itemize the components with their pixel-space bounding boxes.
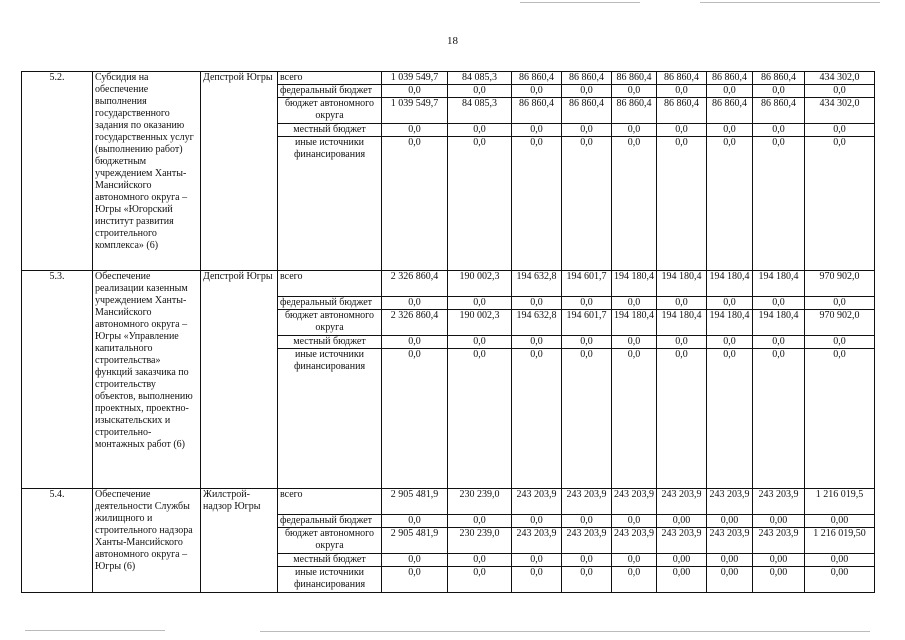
responsible-executor: Жилстрой-надзор Югры (201, 489, 278, 593)
amount-cell: 0,0 (448, 85, 512, 98)
amount-cell: 243 203,9 (657, 489, 707, 515)
scan-artifact-top (520, 2, 640, 3)
amount-cell: 0,0 (657, 137, 707, 271)
amount-cell: 0,00 (805, 567, 875, 593)
funding-source: бюджет автономного округа (278, 528, 382, 554)
amount-cell: 0,0 (562, 567, 612, 593)
amount-cell: 2 326 860,4 (382, 310, 448, 336)
funding-source: местный бюджет (278, 554, 382, 567)
amount-cell: 2 905 481,9 (382, 489, 448, 515)
amount-cell: 0,0 (805, 85, 875, 98)
amount-cell: 0,0 (512, 554, 562, 567)
scan-artifact-bottom-left (25, 630, 165, 631)
amount-cell: 0,00 (805, 554, 875, 567)
amount-cell: 0,0 (512, 297, 562, 310)
amount-cell: 0,00 (657, 554, 707, 567)
amount-cell: 243 203,9 (612, 528, 657, 554)
amount-cell: 194 180,4 (657, 271, 707, 297)
amount-cell: 194 180,4 (707, 271, 753, 297)
amount-cell: 194 632,8 (512, 310, 562, 336)
amount-cell: 194 180,4 (612, 271, 657, 297)
funding-source: федеральный бюджет (278, 85, 382, 98)
funding-source: федеральный бюджет (278, 515, 382, 528)
amount-cell: 0,0 (382, 336, 448, 349)
funding-source: иные источники финансирования (278, 567, 382, 593)
amount-cell: 0,0 (448, 554, 512, 567)
amount-cell: 243 203,9 (512, 489, 562, 515)
amount-cell: 0,00 (707, 567, 753, 593)
amount-cell: 194 180,4 (657, 310, 707, 336)
funding-source: местный бюджет (278, 124, 382, 137)
amount-cell: 0,0 (657, 85, 707, 98)
table-row (22, 489, 875, 515)
measure-name: Обеспечение реализации казенным учреждением Ханты-Мансийского автономного округа – Югры «Управление капитального строительства» функций заказчика по строительству объектов, выполнению проектных, проектно-изыскательских и строительно-монтажных работ (6) (93, 271, 201, 489)
amount-cell: 0,0 (448, 515, 512, 528)
funding-source: иные источники финансирования (278, 137, 382, 271)
amount-cell: 86 860,4 (612, 72, 657, 85)
amount-cell: 0,0 (612, 85, 657, 98)
amount-cell: 0,0 (612, 567, 657, 593)
amount-cell: 0,0 (448, 567, 512, 593)
amount-cell: 0,0 (707, 85, 753, 98)
amount-cell: 0,0 (382, 515, 448, 528)
amount-cell: 0,0 (562, 137, 612, 271)
amount-cell: 86 860,4 (707, 72, 753, 85)
amount-cell: 0,0 (382, 567, 448, 593)
amount-cell: 230 239,0 (448, 489, 512, 515)
amount-cell: 0,0 (707, 349, 753, 489)
amount-cell: 0,0 (805, 124, 875, 137)
budget-table (21, 71, 875, 593)
amount-cell: 243 203,9 (753, 489, 805, 515)
amount-cell: 0,0 (805, 336, 875, 349)
amount-cell: 0,0 (382, 349, 448, 489)
amount-cell: 0,0 (753, 124, 805, 137)
amount-cell: 84 085,3 (448, 98, 512, 124)
amount-cell: 243 203,9 (657, 528, 707, 554)
amount-cell: 1 216 019,5 (805, 489, 875, 515)
amount-cell: 0,00 (657, 515, 707, 528)
responsible-executor: Депстрой Югры (201, 271, 278, 489)
amount-cell: 1 039 549,7 (382, 72, 448, 85)
amount-cell: 194 180,4 (753, 271, 805, 297)
amount-cell: 0,00 (707, 515, 753, 528)
amount-cell: 0,0 (382, 297, 448, 310)
table-row (22, 271, 875, 297)
funding-source: всего (278, 72, 382, 85)
measure-name: Субсидия на обеспечение выполнения государственного задания по оказанию государственных услуг (выполнению работ) бюджетным учреждением Ханты-Мансийского автономного округа – Югры «Югорский институт развития строительного комплекса» (6) (93, 72, 201, 271)
amount-cell: 86 860,4 (657, 72, 707, 85)
amount-cell: 86 860,4 (512, 72, 562, 85)
amount-cell: 84 085,3 (448, 72, 512, 85)
amount-cell: 243 203,9 (562, 489, 612, 515)
amount-cell: 243 203,9 (753, 528, 805, 554)
amount-cell: 0,0 (448, 349, 512, 489)
amount-cell: 0,0 (448, 336, 512, 349)
amount-cell: 86 860,4 (753, 72, 805, 85)
funding-source: бюджет автономного округа (278, 310, 382, 336)
amount-cell: 194 180,4 (753, 310, 805, 336)
amount-cell: 0,0 (753, 349, 805, 489)
amount-cell: 243 203,9 (612, 489, 657, 515)
amount-cell: 0,0 (612, 297, 657, 310)
amount-cell: 0,0 (512, 124, 562, 137)
amount-cell: 86 860,4 (753, 98, 805, 124)
amount-cell: 243 203,9 (512, 528, 562, 554)
amount-cell: 0,0 (512, 567, 562, 593)
amount-cell: 0,0 (562, 515, 612, 528)
amount-cell: 230 239,0 (448, 528, 512, 554)
amount-cell: 0,00 (657, 567, 707, 593)
amount-cell: 0,0 (805, 137, 875, 271)
amount-cell: 243 203,9 (707, 528, 753, 554)
amount-cell: 970 902,0 (805, 271, 875, 297)
amount-cell: 190 002,3 (448, 271, 512, 297)
amount-cell: 0,00 (753, 567, 805, 593)
amount-cell: 194 180,4 (612, 310, 657, 336)
amount-cell: 0,0 (612, 124, 657, 137)
amount-cell: 0,0 (753, 137, 805, 271)
amount-cell: 0,0 (753, 85, 805, 98)
amount-cell: 0,0 (448, 137, 512, 271)
amount-cell: 1 039 549,7 (382, 98, 448, 124)
amount-cell: 0,0 (753, 297, 805, 310)
funding-source: всего (278, 271, 382, 297)
amount-cell: 86 860,4 (512, 98, 562, 124)
amount-cell: 0,0 (562, 336, 612, 349)
amount-cell: 0,0 (612, 336, 657, 349)
amount-cell: 0,0 (382, 554, 448, 567)
amount-cell: 0,0 (657, 336, 707, 349)
amount-cell: 0,0 (382, 124, 448, 137)
amount-cell: 86 860,4 (657, 98, 707, 124)
amount-cell: 0,0 (612, 554, 657, 567)
amount-cell: 86 860,4 (612, 98, 657, 124)
amount-cell: 0,0 (657, 349, 707, 489)
amount-cell: 434 302,0 (805, 72, 875, 85)
table-row (22, 72, 875, 85)
funding-source: федеральный бюджет (278, 297, 382, 310)
amount-cell: 0,0 (707, 297, 753, 310)
row-number: 5.2. (22, 72, 93, 271)
amount-cell: 0,0 (753, 336, 805, 349)
funding-source: иные источники финансирования (278, 349, 382, 489)
amount-cell: 0,0 (562, 349, 612, 489)
amount-cell: 243 203,9 (562, 528, 612, 554)
amount-cell: 0,0 (562, 297, 612, 310)
amount-cell: 0,0 (612, 137, 657, 271)
amount-cell: 0,0 (707, 137, 753, 271)
amount-cell: 0,0 (707, 336, 753, 349)
amount-cell: 0,0 (562, 554, 612, 567)
amount-cell: 0,0 (512, 336, 562, 349)
funding-source: бюджет автономного округа (278, 98, 382, 124)
amount-cell: 0,00 (707, 554, 753, 567)
amount-cell: 86 860,4 (562, 72, 612, 85)
amount-cell: 0,0 (657, 297, 707, 310)
amount-cell: 434 302,0 (805, 98, 875, 124)
funding-source: всего (278, 489, 382, 515)
amount-cell: 2 905 481,9 (382, 528, 448, 554)
amount-cell: 0,0 (612, 349, 657, 489)
amount-cell: 0,0 (562, 85, 612, 98)
amount-cell: 243 203,9 (707, 489, 753, 515)
amount-cell: 1 216 019,50 (805, 528, 875, 554)
amount-cell: 0,0 (805, 349, 875, 489)
amount-cell: 194 601,7 (562, 310, 612, 336)
amount-cell: 0,0 (512, 349, 562, 489)
amount-cell: 0,0 (382, 85, 448, 98)
row-number: 5.3. (22, 271, 93, 489)
amount-cell: 0,0 (512, 85, 562, 98)
amount-cell: 0,0 (512, 137, 562, 271)
amount-cell: 86 860,4 (707, 98, 753, 124)
amount-cell: 194 180,4 (707, 310, 753, 336)
amount-cell: 0,0 (562, 124, 612, 137)
amount-cell: 194 601,7 (562, 271, 612, 297)
funding-source: местный бюджет (278, 336, 382, 349)
amount-cell: 0,0 (448, 124, 512, 137)
amount-cell: 0,00 (753, 554, 805, 567)
page-number: 18 (447, 35, 458, 47)
amount-cell: 0,0 (805, 297, 875, 310)
scan-artifact-bottom (260, 631, 870, 632)
amount-cell: 0,0 (512, 515, 562, 528)
amount-cell: 0,0 (612, 515, 657, 528)
amount-cell: 190 002,3 (448, 310, 512, 336)
amount-cell: 0,0 (707, 124, 753, 137)
amount-cell: 2 326 860,4 (382, 271, 448, 297)
amount-cell: 970 902,0 (805, 310, 875, 336)
amount-cell: 194 632,8 (512, 271, 562, 297)
amount-cell: 0,0 (448, 297, 512, 310)
scan-artifact-top-right (700, 2, 880, 3)
amount-cell: 0,00 (753, 515, 805, 528)
amount-cell: 0,0 (657, 124, 707, 137)
amount-cell: 86 860,4 (562, 98, 612, 124)
amount-cell: 0,0 (382, 137, 448, 271)
measure-name: Обеспечение деятельности Службы жилищного и строительного надзора Ханты-Мансийского автономного округа – Югры (6) (93, 489, 201, 593)
row-number: 5.4. (22, 489, 93, 593)
amount-cell: 0,00 (805, 515, 875, 528)
responsible-executor: Депстрой Югры (201, 72, 278, 271)
